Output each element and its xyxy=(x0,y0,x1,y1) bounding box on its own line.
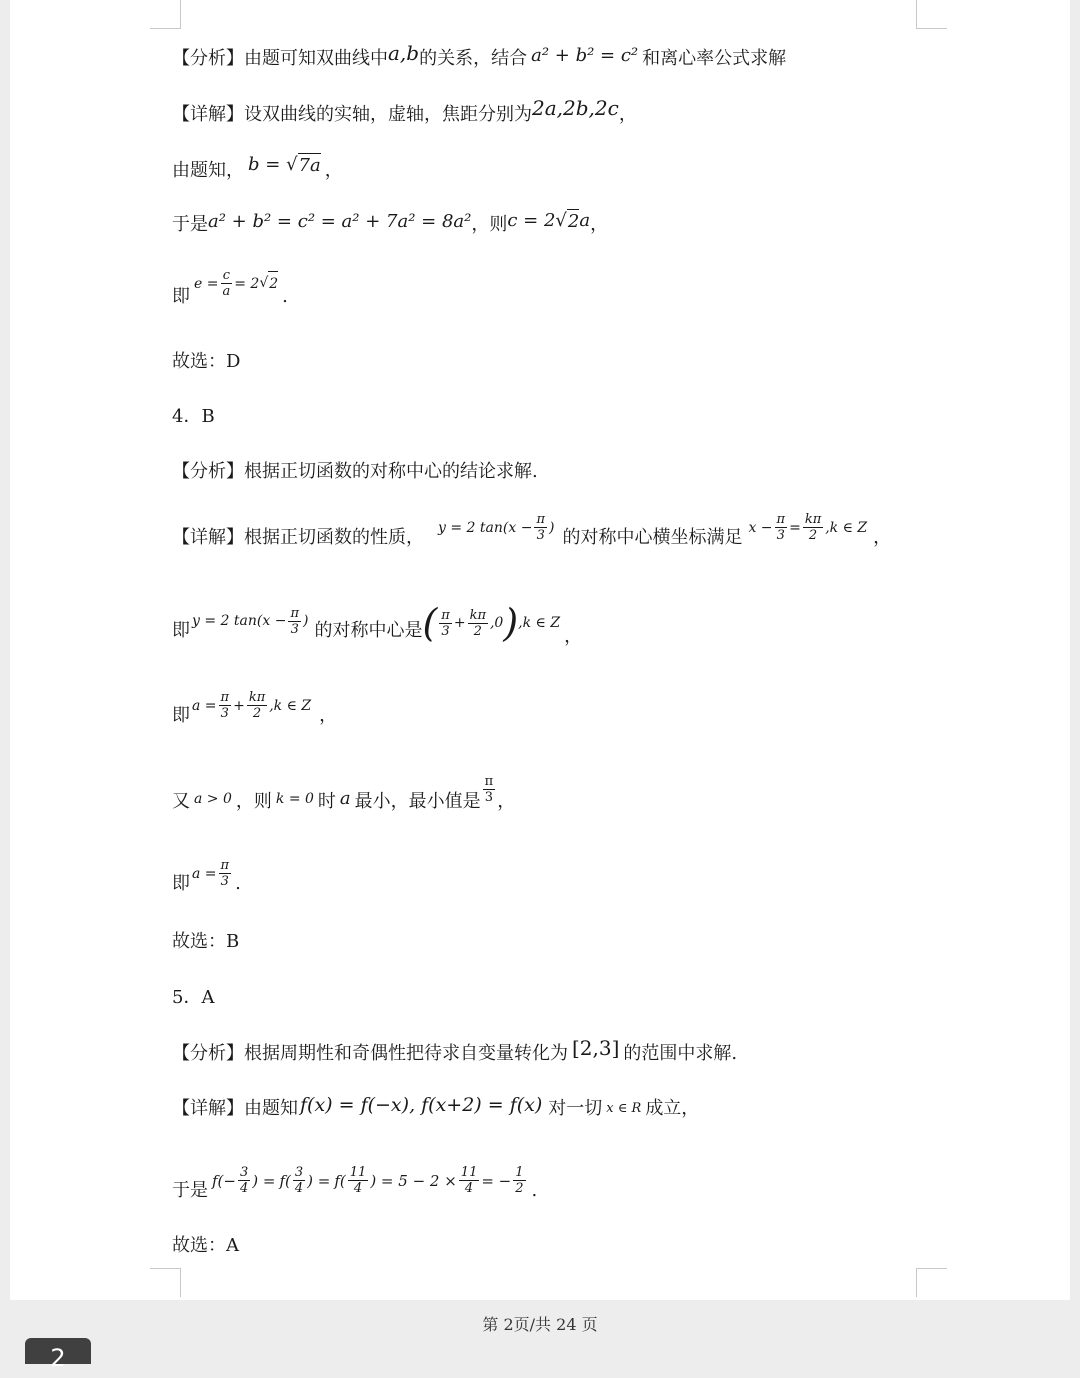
math xyxy=(192,858,233,889)
p3-so xyxy=(172,212,608,237)
math-lhs: y = 2 tan(x − xyxy=(438,519,533,536)
radicand: 7a xyxy=(298,155,321,176)
numerator: c xyxy=(222,268,230,283)
fraction xyxy=(288,606,301,637)
p4-center xyxy=(172,601,583,650)
math xyxy=(194,268,278,299)
math-set: ,k ∈ Z xyxy=(825,519,868,536)
text: ， xyxy=(497,790,516,812)
page-badge[interactable]: 2 xyxy=(25,1338,91,1364)
numerator: kπ xyxy=(469,607,486,623)
math-eq: = − xyxy=(481,1171,512,1190)
math xyxy=(248,153,321,178)
math-set: ,k ∈ Z xyxy=(518,615,561,631)
numerator: π xyxy=(290,605,299,621)
numerator: π xyxy=(776,512,786,527)
math-op: + xyxy=(233,697,245,714)
math-eq: ) = xyxy=(307,1171,331,1190)
fraction xyxy=(293,1165,305,1196)
text: ， xyxy=(618,104,637,125)
text: 故选：A xyxy=(172,1235,239,1256)
numerator: kπ xyxy=(804,512,822,527)
text: 成立， xyxy=(645,1098,700,1119)
numerator: 11 xyxy=(460,1165,478,1180)
text: 时 xyxy=(317,790,336,812)
p3-choose xyxy=(172,350,240,374)
denominator: 3 xyxy=(484,790,494,805)
p4-choose xyxy=(172,930,239,954)
fraction xyxy=(803,512,823,543)
fraction xyxy=(238,1165,250,1196)
text: 于是 xyxy=(172,1179,208,1201)
crop-mark-top-right xyxy=(916,0,947,29)
p4-min xyxy=(172,774,516,817)
math: a,b xyxy=(388,41,420,65)
math xyxy=(212,1165,528,1196)
text: 又 xyxy=(172,790,190,812)
numerator: π xyxy=(220,690,230,705)
math-paren-open: ( xyxy=(422,601,438,645)
denominator: 3 xyxy=(220,706,229,721)
fraction xyxy=(534,512,547,543)
math: x ∈ R xyxy=(606,1101,642,1116)
numerator: kπ xyxy=(248,690,266,705)
math: a > 0 xyxy=(194,790,232,807)
text: ， xyxy=(319,704,338,726)
math-lhs: y = 2 tan(x − xyxy=(192,613,287,629)
p4-heading xyxy=(172,405,215,429)
text: 【详解】根据正切函数的性质， xyxy=(172,526,424,548)
p3-known xyxy=(172,154,343,183)
math-lhs: b = xyxy=(248,154,287,175)
math: k = 0 xyxy=(275,790,314,807)
p5-analysis xyxy=(172,1036,738,1066)
math-op: + xyxy=(453,615,466,631)
math xyxy=(438,512,554,543)
math-paren: ) xyxy=(302,613,309,629)
p5-choose xyxy=(172,1234,239,1258)
denominator: 2 xyxy=(515,1181,524,1196)
text: 故选：D xyxy=(172,351,241,372)
text: 故选：B xyxy=(172,931,240,952)
p3-eccentricity xyxy=(172,268,288,309)
radicand: 2 xyxy=(567,211,580,232)
p5-detail xyxy=(172,1094,700,1121)
page-number: 第 2页/共 24 页 xyxy=(482,1315,598,1334)
math-eq: ) = xyxy=(252,1171,276,1190)
sqrt: √ 2 xyxy=(555,210,580,232)
denominator: 2 xyxy=(252,706,262,721)
math-set: ,k ∈ Z xyxy=(269,697,312,714)
text: 的对称中心横坐标满足 xyxy=(562,526,743,548)
fraction xyxy=(459,1165,480,1196)
math-lhs: c = 2 xyxy=(507,210,556,231)
math-text: ,0 xyxy=(489,615,504,631)
numerator: 3 xyxy=(294,1165,304,1180)
math-var: a xyxy=(579,210,591,231)
math: 2a,2b,2c xyxy=(532,96,619,120)
text: 由题知， xyxy=(172,159,244,181)
p3-analysis xyxy=(172,41,787,71)
fraction xyxy=(220,268,232,299)
denominator: 4 xyxy=(464,1181,474,1196)
denominator: 4 xyxy=(294,1181,304,1196)
math-func: f(− xyxy=(212,1171,236,1190)
math-eq: ) = 5 − 2 × xyxy=(370,1171,457,1190)
fraction xyxy=(468,608,488,639)
math-eq: = xyxy=(789,519,801,536)
denominator: 4 xyxy=(239,1181,249,1196)
p4-analysis xyxy=(172,460,538,484)
crop-mark-top-left xyxy=(150,0,181,29)
text: 【分析】根据正切函数的对称中心的结论求解. xyxy=(172,461,538,482)
fraction xyxy=(775,512,788,543)
numerator: π xyxy=(484,774,494,789)
math: a xyxy=(339,787,351,809)
text: 即 xyxy=(172,704,190,726)
text: 的关系，结合 xyxy=(419,48,528,69)
text: ，则 xyxy=(471,213,508,235)
math: a² + b² = c² xyxy=(531,45,639,66)
denominator: a xyxy=(222,284,231,299)
numerator: 11 xyxy=(349,1165,367,1180)
denominator: 2 xyxy=(473,623,482,639)
denominator: 3 xyxy=(290,621,299,637)
sqrt: √ 2 xyxy=(259,271,278,296)
sqrt: √ 7a xyxy=(286,154,321,176)
radicand: 2 xyxy=(268,271,278,296)
fraction xyxy=(247,690,267,721)
fraction xyxy=(513,1165,525,1196)
text: 于是 xyxy=(172,213,208,235)
math-func: f( xyxy=(334,1171,346,1190)
crop-mark-bottom-right xyxy=(916,1268,947,1297)
text: 【详解】设双曲线的实轴，虚轴，焦距分别为 xyxy=(172,104,532,125)
math-lhs: x − xyxy=(748,519,773,536)
crop-mark-bottom-left xyxy=(150,1268,181,1297)
denominator: 4 xyxy=(353,1181,363,1196)
math-lhs: a = xyxy=(192,697,217,714)
text: 对一切 xyxy=(548,1098,603,1119)
text: . xyxy=(235,872,241,894)
math-lhs: a = xyxy=(192,865,217,882)
math: [2,3] xyxy=(572,1036,620,1060)
fraction xyxy=(348,1165,369,1196)
fraction xyxy=(439,608,452,639)
fraction xyxy=(219,690,232,721)
text: 即 xyxy=(172,872,190,894)
text: ， xyxy=(564,626,583,647)
text: . xyxy=(282,286,288,307)
math xyxy=(748,512,867,543)
denominator: 2 xyxy=(808,528,818,543)
math: f(x) = f(−x), f(x+2) = f(x) xyxy=(300,1094,543,1116)
text: ， xyxy=(590,213,609,235)
numerator: π xyxy=(220,858,230,873)
math xyxy=(507,209,590,234)
math: a² + b² = c² = a² + 7a² = 8a² xyxy=(208,210,472,232)
text: 【详解】由题知 xyxy=(172,1098,298,1119)
text: 【分析】根据周期性和奇偶性把待求自变量转化为 xyxy=(172,1043,568,1064)
text: 【分析】由题可知双曲线中 xyxy=(172,48,388,69)
text: 和离心率公式求解 xyxy=(642,48,787,69)
math xyxy=(422,601,561,645)
text: 4．B xyxy=(172,406,215,427)
text: 5．A xyxy=(172,987,215,1008)
text: ，则 xyxy=(235,790,272,812)
text: 最小，最小值是 xyxy=(354,790,481,812)
math-paren-close: ) xyxy=(503,601,519,645)
math-func: f( xyxy=(279,1171,291,1190)
p3-detail xyxy=(172,96,637,127)
p4-result xyxy=(172,858,241,899)
denominator: 3 xyxy=(441,623,450,639)
text: ， xyxy=(324,159,343,181)
denominator: 3 xyxy=(776,528,785,543)
text: 的范围中求解. xyxy=(623,1043,738,1064)
text: 即 xyxy=(172,620,190,641)
math-rhs: = 2 xyxy=(234,275,260,292)
text: 的对称中心是 xyxy=(314,620,423,641)
numerator: 3 xyxy=(239,1165,249,1180)
text: . xyxy=(531,1179,538,1201)
p5-heading xyxy=(172,986,214,1010)
text: ， xyxy=(873,526,892,548)
math-lhs: e = xyxy=(194,275,219,292)
numerator: π xyxy=(441,607,450,623)
math xyxy=(192,690,311,721)
text: 即 xyxy=(172,286,190,307)
numerator: 1 xyxy=(515,1165,524,1180)
denominator: 3 xyxy=(536,528,545,543)
numerator: π xyxy=(536,512,545,527)
p5-compute xyxy=(172,1165,538,1206)
fraction xyxy=(483,774,496,805)
math-paren: ) xyxy=(548,519,555,536)
fraction xyxy=(219,858,232,889)
math xyxy=(192,606,308,637)
denominator: 3 xyxy=(220,874,229,889)
